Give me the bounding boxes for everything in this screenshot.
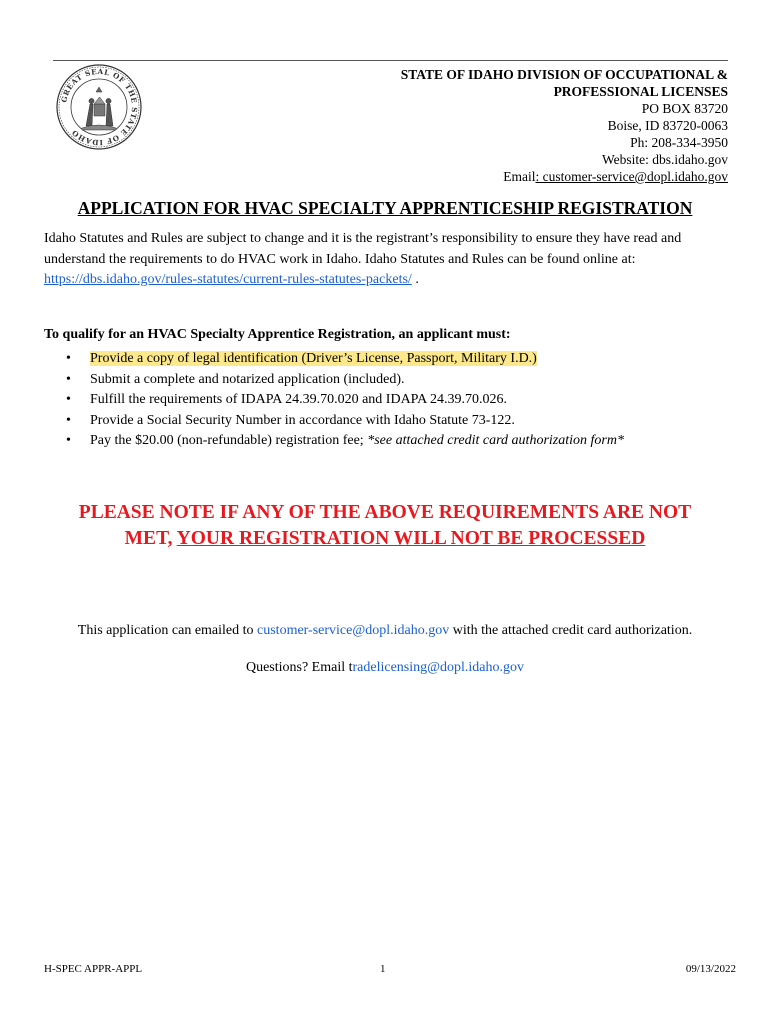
list-item bbox=[64, 411, 744, 432]
agency-name-line1: STATE OF IDAHO DIVISION OF OCCUPATIONAL & bbox=[400, 67, 728, 82]
qualify-heading: To qualify for an HVAC Specialty Apprentice Registration, an applicant must: bbox=[44, 327, 511, 342]
requirement-application: Submit a complete and notarized application (included). bbox=[90, 371, 405, 387]
footer-date: 09/13/2022 bbox=[685, 963, 736, 975]
document-title bbox=[0, 198, 770, 219]
bullet-icon: • bbox=[66, 371, 71, 387]
rules-statutes-link[interactable]: https://dbs.idaho.gov/rules-statutes/current-rules-statutes-packets/ bbox=[44, 272, 412, 287]
list-item bbox=[64, 349, 744, 370]
seal-ring-text: GREAT SEAL OF THE STATE OF IDAHO bbox=[59, 66, 140, 148]
fee-note: *see attached credit card authorization form* bbox=[367, 433, 624, 448]
agency-po-box: PO BOX 83720 bbox=[641, 101, 728, 116]
state-of-idaho-seal-icon bbox=[56, 64, 142, 150]
requirement-legal-id: Provide a copy of legal identification (Driver’s License, Passport, Military I.D.) bbox=[90, 351, 537, 366]
agency-name-line2: PROFESSIONAL LICENSES bbox=[553, 84, 728, 99]
bullet-icon: • bbox=[66, 351, 71, 366]
agency-email-label: Email bbox=[503, 169, 536, 184]
agency-contact-block bbox=[308, 66, 728, 185]
submit-prefix: This application can emailed to bbox=[77, 623, 258, 638]
customer-service-email-link[interactable]: customer-service@dopl.idaho.gov bbox=[257, 623, 450, 638]
submission-note bbox=[0, 623, 770, 639]
intro-paragraph bbox=[44, 229, 724, 291]
warning-line2 bbox=[0, 526, 770, 552]
intro-text: Idaho Statutes and Rules are subject to change and it is the registrant’s responsibility to ensure they have read and understand the requirements to do HVAC work in Idaho. Idaho Statutes and Rules can be found online at: bbox=[44, 231, 682, 267]
agency-email-link[interactable]: : customer-service@dopl.idaho.gov bbox=[535, 169, 728, 184]
requirement-fee: Pay the $20.00 (non-refundable) registration fee; bbox=[90, 433, 368, 448]
warning-line2-underlined: YOUR REGISTRATION WILL NOT BE PROCESSED bbox=[176, 528, 646, 549]
list-item bbox=[64, 390, 744, 411]
footer-form-code: H-SPEC APPR-APPL bbox=[44, 963, 143, 975]
bullet-icon: • bbox=[66, 412, 71, 428]
agency-email-line bbox=[308, 168, 728, 185]
list-item bbox=[64, 370, 744, 391]
agency-phone: Ph: 208-334-3950 bbox=[630, 135, 728, 150]
questions-prefix: Questions? Email t bbox=[245, 660, 353, 675]
requirement-ssn: Provide a Social Security Number in accordance with Idaho Statute 73-122. bbox=[90, 412, 515, 428]
intro-tail: . bbox=[411, 272, 419, 287]
trade-licensing-email-link[interactable]: radelicensing@dopl.idaho.gov bbox=[352, 660, 525, 675]
warning-line2-prefix: MET, bbox=[124, 528, 177, 549]
agency-website: Website: dbs.idaho.gov bbox=[601, 152, 728, 167]
requirement-idapa: Fulfill the requirements of IDAPA 24.39.70.020 and IDAPA 24.39.70.026. bbox=[90, 392, 508, 407]
agency-city: Boise, ID 83720-0063 bbox=[607, 118, 728, 133]
document-title-text: APPLICATION FOR HVAC SPECIALTY APPRENTICESHIP REGISTRATION bbox=[77, 198, 693, 218]
list-item bbox=[64, 431, 744, 452]
warning-line1: PLEASE NOTE IF ANY OF THE ABOVE REQUIREMENTS ARE NOT bbox=[78, 502, 692, 523]
bullet-icon: • bbox=[66, 433, 71, 448]
bullet-icon: • bbox=[66, 392, 71, 407]
requirements-list bbox=[64, 349, 744, 452]
questions-line bbox=[0, 660, 770, 676]
footer-page-number: 1 bbox=[380, 963, 386, 975]
warning-notice bbox=[0, 500, 770, 552]
submit-suffix: with the attached credit card authorization. bbox=[449, 623, 693, 638]
header-rule bbox=[53, 60, 728, 61]
